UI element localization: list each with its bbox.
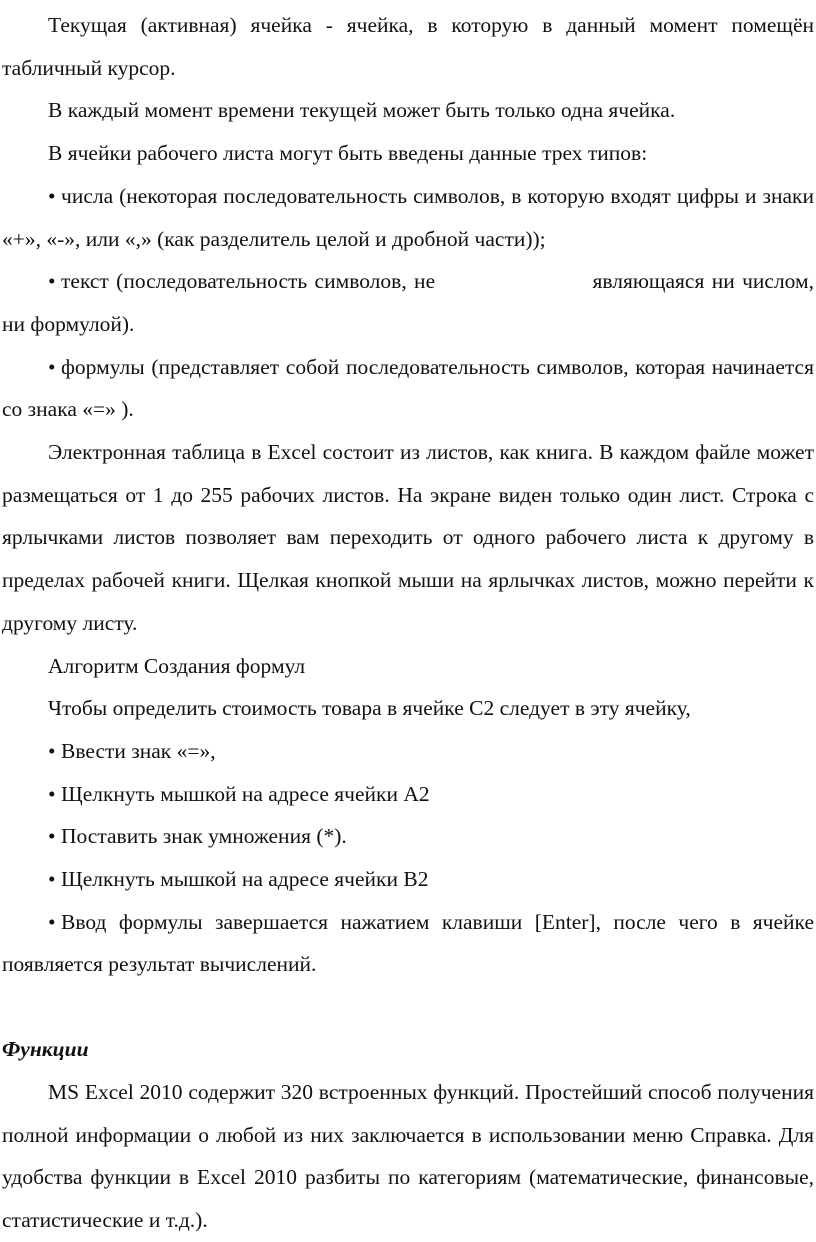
step-enter-equals-text: Ввести знак «=», [61,738,216,763]
bullet-icon: • [48,781,56,806]
paragraph-one-cell: В каждый момент времени текущей может быть только одна ячейка. [48,98,676,123]
step-click-b2-text: Щелкнуть мышкой на адресе ячейки В2 [61,867,429,892]
section-heading-functions: Функции [2,1037,89,1062]
bullet-text [2,260,814,345]
step-press-enter [2,901,814,986]
bullet-icon: • [48,183,56,208]
bullet-formulas-text: формулы (представляет собой последовательность символов, которая начинается со знака «=» ). [2,354,814,422]
step-click-b2 [2,858,814,901]
paragraph-algorithm-title: Алгоритм Создания формул [48,653,306,678]
step-click-a2-text: Щелкнуть мышкой на адресе ячейки А2 [61,781,430,806]
bullet-numbers [2,175,814,260]
bullet-numbers-text: числа (некоторая последовательность символов, в которую входят цифры и знаки «+», «-», или «,» (как разделитель целой и дробной части)); [2,183,814,251]
bullet-icon: • [48,738,56,763]
bullet-text-part2: являющаяся ни числом, ни формулой). [2,269,815,336]
step-enter-equals [2,730,814,773]
step-press-enter-text: Ввод формулы завершается нажатием клавиши [Enter], после чего в ячейке появляется результат вычислений. [2,909,814,977]
paragraph-excel-sheets: Электронная таблица в Excel состоит из листов, как книга. В каждом файле может размещаться от 1 до 255 рабочих листов. На экране виден только один лист. Строка с ярлычками листов позволяет вам переходить от одного рабочего листа к другому в пределах рабочей книги. Щелкая кнопкой мыши на ярлычках листов, можно перейти к другому листу. [2,440,814,635]
bullet-icon: • [48,824,56,849]
paragraph-cost-instruction: Чтобы определить стоимость товара в ячейке С2 следует в эту ячейку, [48,696,691,721]
bullet-icon: • [48,867,56,892]
step-multiply-text: Поставить знак умножения (*). [61,824,347,849]
step-multiply [2,815,814,858]
bullet-formulas [2,346,814,431]
paragraph-data-types: В ячейки рабочего листа могут быть введены данные трех типов: [48,141,648,166]
bullet-icon: • [48,909,56,934]
bullet-text-part1: текст (последовательность символов, не [61,269,436,294]
blank-line [2,986,814,1028]
step-click-a2 [2,773,814,816]
paragraph-active-cell: Текущая (активная) ячейка - ячейка, в которую в данный момент помещён табличный курсор. [2,13,814,80]
paragraph-functions: MS Excel 2010 содержит 320 встроенных функций. Простейший способ получения полной информации о любой из них заключается в использовании меню Справка. Для удобства функции в Excel 2010 разбиты по категориям (математические, финансовые, статистические и т.д.). [2,1079,814,1232]
bullet-icon: • [48,354,56,379]
bullet-icon: • [48,269,56,294]
